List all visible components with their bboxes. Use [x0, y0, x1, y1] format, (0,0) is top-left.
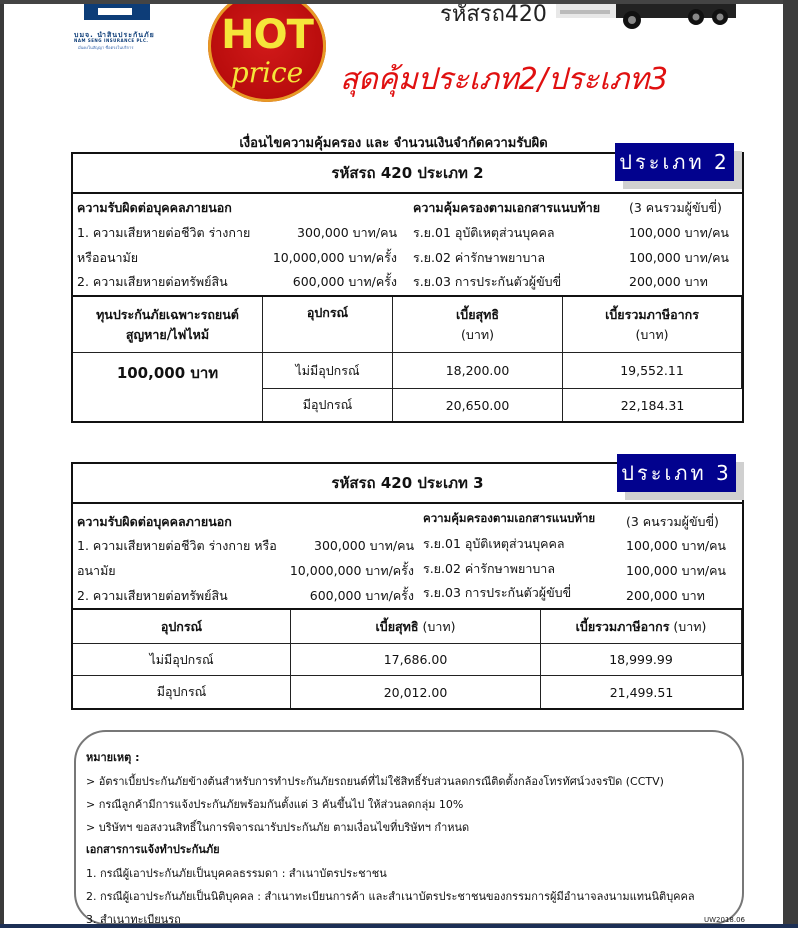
coverage-subtitle: เงื่อนไขความคุ้มครอง และ จำนวนเงินจำกัดความรับผิด: [239, 136, 548, 151]
class2-badge: ประเภท 2: [615, 143, 734, 181]
class2-premium-table: [73, 297, 742, 421]
truck-image: [556, 4, 736, 32]
liability-label: 2. ความเสียหายต่อทรัพย์สิน: [77, 588, 228, 603]
class3-coverage: [73, 504, 742, 610]
class2-coverage: [73, 194, 742, 297]
notes-heading: หมายเหตุ :: [86, 751, 140, 764]
liability-label: 1. ความเสียหายต่อชีวิต ร่างกาย หรือ: [77, 538, 277, 553]
net-premium-cell: 20,012.00: [291, 676, 541, 708]
liability-label: อนามัย: [77, 563, 116, 578]
liability-value: 10,000,000 บาท/ครั้ง: [289, 563, 414, 578]
equipment-cell: มีอุปกรณ์: [263, 389, 393, 421]
notes-box: [74, 730, 744, 924]
class2-title: รหัสรถ 420 ประเภท 2: [73, 154, 742, 194]
endorsement-label: ร.ย.03 การประกันตัวผู้ขับขี่: [423, 585, 572, 600]
gross-premium-cell: 21,499.51: [609, 684, 674, 700]
header-equipment: อุปกรณ์: [263, 297, 393, 353]
liability-heading: ความรับผิดต่อบุคคลภายนอก: [77, 514, 232, 529]
document-code: UW2018.06: [704, 916, 745, 924]
equipment-cell: ไม่มีอุปกรณ์: [263, 353, 393, 389]
note-item: > กรณีลูกค้ามีการแจ้งประกันภัยพร้อมกันตั้งแต่ 3 คันขึ้นไป ให้ส่วนลดกลุ่ม 10%: [86, 798, 464, 811]
endorsement-label: ร.ย.01 อุบัติเหตุส่วนบุคคล: [423, 536, 565, 551]
header-gross-premium: เบี้ยรวมภาษีอากร (บาท): [541, 610, 742, 644]
gross-premium-cell: 19,552.11: [563, 353, 742, 389]
gross-premium-cell: 18,999.99: [541, 644, 742, 676]
header-net-premium: เบี้ยสุทธิ (บาท): [291, 610, 541, 644]
class3-table: [71, 462, 744, 710]
class3-badge: ประเภท 3: [617, 454, 736, 492]
equipment-cell: มีอุปกรณ์: [73, 676, 291, 708]
header-gross-premium: เบี้ยรวมภาษีอากร (บาท): [563, 297, 742, 353]
doc-item: 2. กรณีผู้เอาประกันภัยเป็นนิติบุคคล : สำเนาทะเบียนการค้า และสำเนาบัตรประชาชนของกรรมการผู้มีอำนาจลงนามแทนนิติบุคคล: [86, 890, 695, 903]
net-premium-cell: 17,686.00: [291, 644, 541, 676]
window-bottom-edge: [0, 924, 798, 928]
docs-heading: เอกสารการแจ้งทำประกันภัย: [86, 843, 220, 856]
endorsement-value: 200,000 บาท: [629, 274, 708, 289]
document-page: [4, 4, 783, 924]
endorsement-heading: ความคุ้มครองตามเอกสารแนบท้าย: [413, 200, 601, 215]
gross-premium-cell: 22,184.31: [620, 397, 685, 413]
company-name-en: NAM SENG INSURANCE PLC.: [74, 38, 149, 43]
class3-title: รหัสรถ 420 ประเภท 3: [73, 464, 742, 504]
endorsement-label: ร.ย.03 การประกันตัวผู้ขับขี่: [413, 274, 562, 289]
company-name-th: บมจ. นำสินประกันภัย: [74, 31, 155, 39]
endorsement-label: ร.ย.01 อุบัติเหตุส่วนบุคคล: [413, 225, 555, 240]
header-equipment: อุปกรณ์: [73, 610, 291, 644]
endorsement-value: 100,000 บาท/คน: [626, 563, 726, 578]
endorsement-value: 100,000 บาท/คน: [626, 538, 726, 553]
net-premium-cell: 20,650.00: [393, 389, 563, 421]
class2-table: [71, 152, 744, 423]
equipment-cell: ไม่มีอุปกรณ์: [73, 644, 291, 676]
liability-label: 1. ความเสียหายต่อชีวิต ร่างกาย: [77, 225, 251, 240]
note-item: > อัตราเบี้ยประกันภัยข้างต้นสำหรับการทำประกันภัยรถยนต์ที่ไม่ใช้สิทธิ์รับส่วนลดกรณีติดตั้งกล้องโทรทัศน์วงจรปิด (CCTV): [86, 775, 664, 788]
doc-item: 3. สำเนาทะเบียนรถ: [86, 913, 181, 924]
endorsement-label: ร.ย.02 ค่ารักษาพยาบาล: [413, 250, 545, 265]
liability-value: 600,000 บาท/ครั้ง: [309, 588, 414, 603]
company-logo: [84, 4, 150, 20]
liability-value: 300,000 บาท/คน: [314, 538, 414, 553]
vertical-scrollbar[interactable]: [783, 0, 798, 928]
endorsement-heading: ความคุ้มครองตามเอกสารแนบท้าย: [423, 511, 596, 525]
liability-label: 2. ความเสียหายต่อทรัพย์สิน: [77, 274, 228, 289]
price-text: price: [230, 56, 304, 89]
class3-premium-table: [73, 610, 742, 708]
endorsement-value: 100,000 บาท/คน: [629, 250, 729, 265]
hot-price-badge: [208, 4, 326, 102]
endorsement-value: 200,000 บาท: [626, 588, 705, 603]
endorsement-label: ร.ย.02 ค่ารักษาพยาบาล: [423, 561, 555, 576]
liability-value: 300,000 บาท/คน: [297, 225, 397, 240]
header-net-premium: เบี้ยสุทธิ (บาท): [393, 297, 563, 353]
promo-headline: สุดคุ้มประเภท2/ประเภท3: [340, 62, 669, 97]
header-sum-insured: ทุนประกันภัยเฉพาะรถยนต์ สูญหาย/ไฟไหม้: [73, 297, 263, 353]
liability-value: 10,000,000 บาท/ครั้ง: [272, 250, 397, 265]
doc-item: 1. กรณีผู้เอาประกันภัยเป็นบุคคลธรรมดา : สำเนาบัตรประชาชน: [86, 867, 387, 880]
note-item: > บริษัทฯ ขอสงวนสิทธิ์ในการพิจารณารับประกันภัย ตามเงื่อนไขที่บริษัทฯ กำหนด: [86, 821, 470, 834]
endorsement-note: (3 คนรวมผู้ขับขี่): [626, 514, 719, 529]
liability-value: 600,000 บาท/ครั้ง: [292, 274, 397, 289]
liability-label: หรืออนามัย: [77, 250, 139, 265]
net-premium-cell: 18,200.00: [393, 353, 563, 389]
hot-text: HOT: [221, 12, 313, 58]
company-tagline: มั่นคงในสัญญา ซื่อตรงในบริการ: [78, 45, 134, 50]
endorsement-value: 100,000 บาท/คน: [629, 225, 729, 240]
vehicle-code-heading: รหัสรถ420: [440, 4, 547, 27]
sum-insured-value: 100,000 บาท: [73, 353, 263, 421]
liability-heading: ความรับผิดต่อบุคคลภายนอก: [77, 200, 232, 215]
endorsement-note: (3 คนรวมผู้ขับขี่): [629, 200, 722, 215]
